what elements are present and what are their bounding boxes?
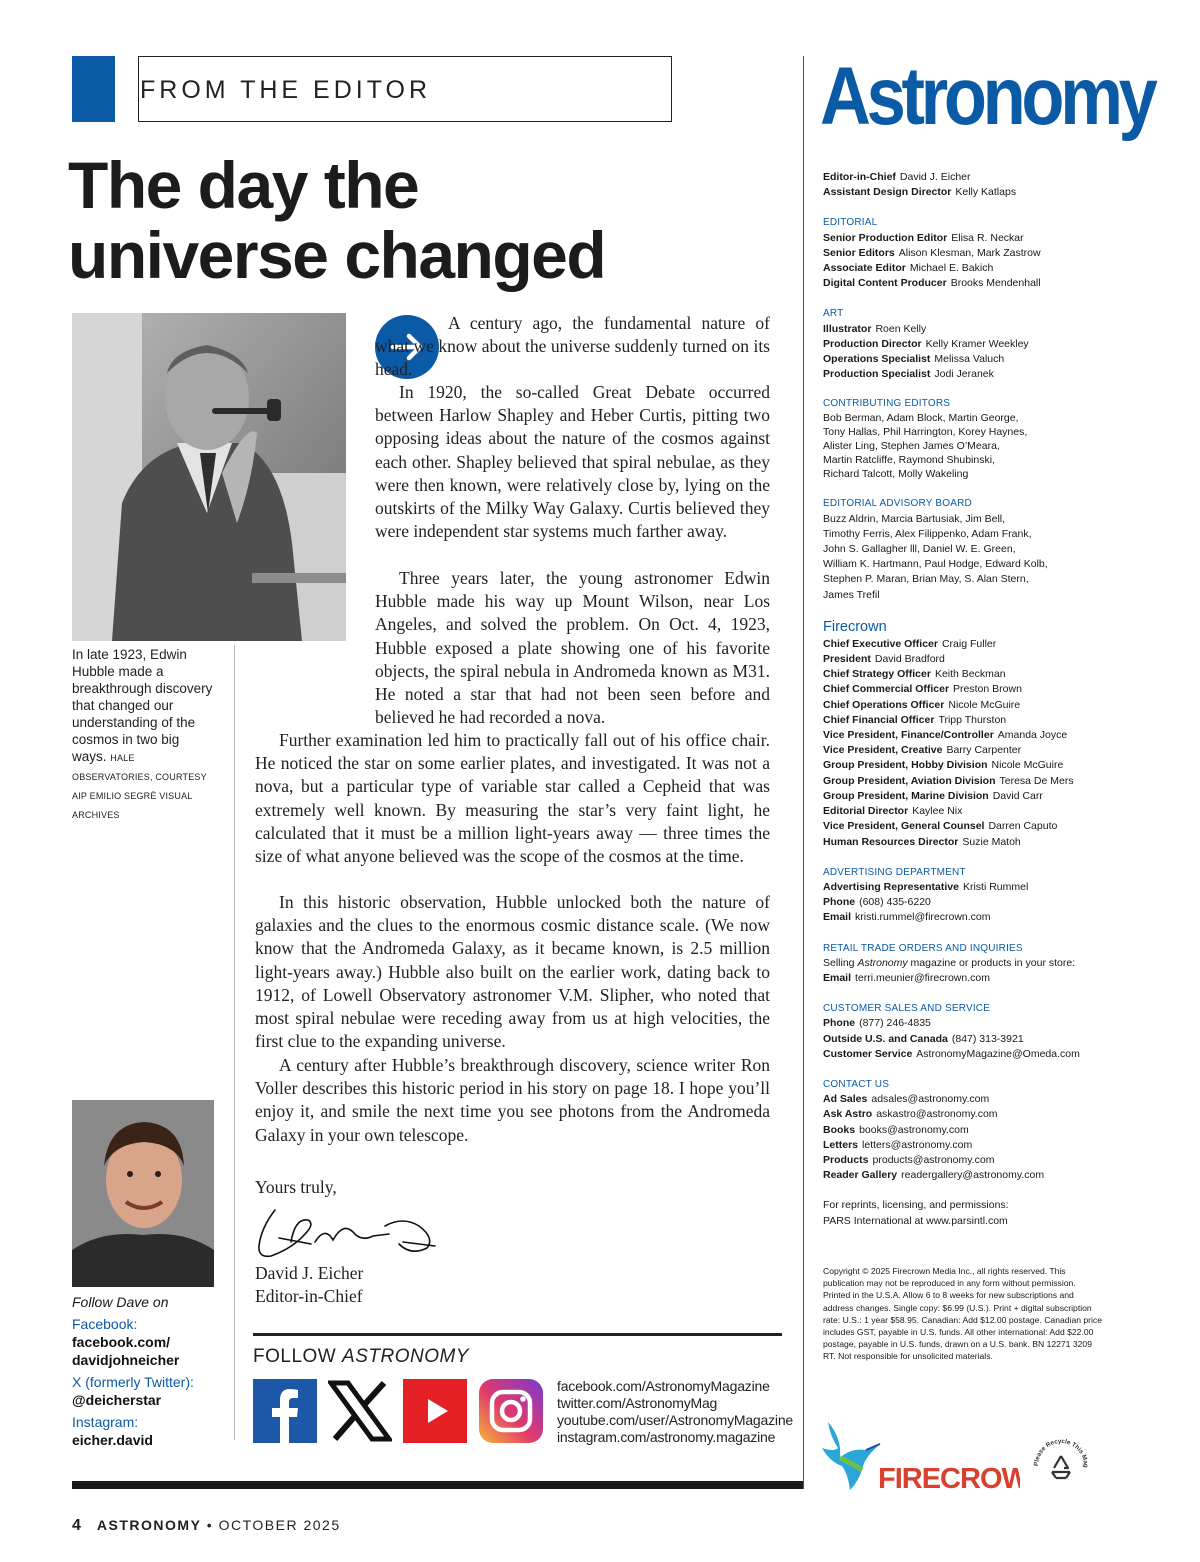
masthead-name[interactable]: askastro@astronomy.com xyxy=(876,1108,998,1121)
masthead-entry xyxy=(823,322,1113,337)
recycle-icon xyxy=(1030,1432,1092,1494)
masthead-role: Vice President, Creative xyxy=(823,744,943,757)
masthead-role: Outside U.S. and Canada xyxy=(823,1032,948,1045)
masthead-role: Illustrator xyxy=(823,322,872,335)
masthead-reprints xyxy=(823,1198,1113,1228)
hummingbird-icon xyxy=(820,1418,1020,1496)
masthead-contributing xyxy=(823,397,1113,481)
masthead-entry xyxy=(823,910,1113,925)
masthead-entry xyxy=(823,698,1113,713)
firecrown-wordmark: FIRECROW xyxy=(878,1463,1020,1495)
headline-line-2: universe changed xyxy=(68,218,606,292)
masthead xyxy=(823,170,1113,1244)
masthead-role: Vice President, General Counsel xyxy=(823,820,985,833)
masthead-entry xyxy=(823,231,1113,246)
masthead-name[interactable]: letters@astronomy.com xyxy=(862,1138,973,1151)
masthead-entry xyxy=(823,774,1113,789)
masthead-name[interactable]: AstronomyMagazine@Omeda.com xyxy=(916,1047,1080,1060)
masthead-role: Digital Content Producer xyxy=(823,277,947,290)
masthead-advertising xyxy=(823,865,1113,926)
masthead-name-line: Timothy Ferris, Alex Filippenko, Adam Frank, xyxy=(823,527,1032,540)
masthead-entry xyxy=(823,804,1113,819)
masthead-name-line: Tony Hallas, Phil Harrington, Korey Haynes, xyxy=(823,426,1028,439)
signature-image xyxy=(253,1198,448,1264)
masthead-entry xyxy=(823,337,1113,352)
article-paragraph-5: In this historic observation, Hubble unlocked both the nature of galaxies and the clues to the enormous cosmic distance scale. (We now know that the Andromeda Galaxy, as it became known, is 2.5 million light-years away.) Hubble also built on the earlier work, dating back to 1912, of Lowell Observatory astronomer V.M. Slipher, who noted that most spiral nebulae were receding away from us at high velocities, the first clue to the expanding universe. xyxy=(255,892,770,1052)
masthead-entry xyxy=(823,276,1113,291)
masthead-role: President xyxy=(823,653,871,666)
follow-title-prefix: FOLLOW xyxy=(253,1346,343,1367)
editor-title: Editor-in-Chief xyxy=(255,1286,363,1306)
masthead-customer xyxy=(823,1001,1113,1062)
article-paragraph-3 xyxy=(255,567,770,729)
astronomy-logo: Astronomy xyxy=(820,51,1154,142)
masthead-name[interactable]: books@astronomy.com xyxy=(859,1123,969,1136)
masthead-role: Chief Commercial Officer xyxy=(823,683,950,696)
customer-heading: CUSTOMER SALES AND SERVICE xyxy=(823,1003,991,1015)
twitter-link[interactable]: twitter.com/AstronomyMag xyxy=(557,1395,718,1411)
follow-astronomy-title xyxy=(253,1346,469,1368)
masthead-role: Chief Financial Officer xyxy=(823,713,935,726)
masthead-name: Roen Kelly xyxy=(875,322,927,335)
customer-list xyxy=(823,1016,1113,1062)
contact-list xyxy=(823,1092,1113,1183)
masthead-name: Michael E. Bakich xyxy=(909,262,994,275)
lead-paragraph: A century ago, the fundamental nature of what we know about the universe suddenly turned on its head. xyxy=(375,313,770,380)
retail-intro-post: magazine or products in your store: xyxy=(907,956,1076,969)
masthead-entry xyxy=(823,637,1113,652)
masthead-role: Email xyxy=(823,911,852,924)
masthead-role: Vice President, Finance/Controller xyxy=(823,729,994,742)
masthead-role: Letters xyxy=(823,1138,859,1151)
masthead-entry xyxy=(823,667,1113,682)
masthead-name: Amanda Joyce xyxy=(997,729,1068,742)
masthead-name-line: Bob Berman, Adam Block, Martin George, xyxy=(823,412,1019,425)
advisory-names xyxy=(823,512,1113,603)
contact-heading: CONTACT US xyxy=(823,1078,890,1090)
masthead-role: Group President, Aviation Division xyxy=(823,774,996,787)
masthead-entry xyxy=(823,880,1113,895)
masthead-role: Assistant Design Director xyxy=(823,186,952,199)
caption-text: In late 1923, Edwin Hubble made a breakthrough discovery that changed our understanding of the cosmos in two big ways. xyxy=(72,647,213,764)
article-paragraph-6: A century after Hubble’s breakthrough discovery, science writer Ron Voller describes this historic period in his story on page 18. I hope you’ll enjoy it, and smile the next time you see photons from the Andromeda Galaxy in your own telescope. xyxy=(255,1055,770,1145)
follow-dave-block xyxy=(72,1293,222,1449)
editor-name: David J. Eicher xyxy=(255,1263,364,1283)
page-number: 4 xyxy=(72,1517,81,1534)
folio-separator: • xyxy=(201,1517,219,1533)
masthead-entry xyxy=(823,1016,1113,1031)
masthead-role: Reader Gallery xyxy=(823,1169,898,1182)
masthead-name: Kelly Kramer Weekley xyxy=(925,337,1029,350)
masthead-entry xyxy=(823,682,1113,697)
follow-rule xyxy=(253,1333,782,1336)
masthead-name: Kelly Katlaps xyxy=(955,186,1017,199)
reprints-line-2: PARS International at www.parsintl.com xyxy=(823,1214,1008,1227)
retail-intro-brand: Astronomy xyxy=(857,956,908,969)
masthead-name: David Carr xyxy=(992,789,1043,802)
masthead-entry xyxy=(823,1123,1113,1138)
firecrown-heading: Firecrown xyxy=(823,618,887,635)
masthead-name[interactable]: terri.meunier@firecrown.com xyxy=(855,971,990,984)
author-portrait-illustration xyxy=(72,1100,214,1287)
masthead-name: (877) 246-4835 xyxy=(859,1017,931,1030)
retail-intro-pre: Selling xyxy=(823,956,858,969)
masthead-name: (847) 313-3921 xyxy=(951,1032,1024,1045)
masthead-top xyxy=(823,170,1113,200)
masthead-name[interactable]: products@astronomy.com xyxy=(872,1153,995,1166)
masthead-role: Production Director xyxy=(823,337,922,350)
masthead-role: Operations Specialist xyxy=(823,353,931,366)
masthead-entry xyxy=(823,713,1113,728)
bottom-rule xyxy=(72,1481,803,1489)
masthead-role: Advertising Representative xyxy=(823,880,959,893)
masthead-entry xyxy=(823,743,1113,758)
facebook-handle-line-1[interactable]: facebook.com/ xyxy=(72,1334,171,1350)
masthead-name: Nicole McGuire xyxy=(948,698,1021,711)
masthead-name: Craig Fuller xyxy=(941,637,997,650)
masthead-role: Phone xyxy=(823,1017,856,1030)
masthead-entry xyxy=(823,1153,1113,1168)
masthead-role: Customer Service xyxy=(823,1047,913,1060)
follow-title-brand: ASTRONOMY xyxy=(342,1346,469,1367)
x-handle[interactable]: @deicherstar xyxy=(72,1392,162,1408)
retail-intro xyxy=(823,956,1113,971)
youtube-icon[interactable] xyxy=(403,1379,467,1443)
masthead-editorial xyxy=(823,215,1113,291)
follow-dave-intro: Follow Dave on xyxy=(72,1294,169,1310)
masthead-rule xyxy=(803,56,804,1489)
masthead-entry xyxy=(823,971,1113,986)
advisory-heading: EDITORIAL ADVISORY BOARD xyxy=(823,498,972,510)
masthead-name: David Bradford xyxy=(874,653,945,666)
masthead-name: Tripp Thurston xyxy=(938,713,1007,726)
masthead-role: Chief Executive Officer xyxy=(823,637,938,650)
recycle-text: Please Recycle This Mag xyxy=(1032,1437,1090,1468)
masthead-role: Editorial Director xyxy=(823,805,909,818)
masthead-entry xyxy=(823,789,1113,804)
author-portrait-photo xyxy=(72,1100,214,1287)
article-paragraph-4: Further examination led him to practically fall out of his office chair. He noticed the star on some earlier plates, and investigated. It was not a nova, but a particular type of variable star called a Cepheid that was extremely well known. By measuring the star’s very faint light, he calculated that it must be a million light-years away — three times the size of what anyone believed was the scope of the cosmos at the time. xyxy=(255,730,770,867)
masthead-entry xyxy=(823,1047,1113,1062)
masthead-name-line: Martin Ratcliffe, Raymond Shubinski, xyxy=(823,454,995,467)
contributing-heading: CONTRIBUTING EDITORS xyxy=(823,398,951,410)
masthead-name: Suzie Matoh xyxy=(962,835,1021,848)
masthead-name: Teresa De Mers xyxy=(999,774,1074,787)
masthead-role: Senior Editors xyxy=(823,246,895,259)
masthead-name: Elisa R. Neckar xyxy=(951,231,1024,244)
social-links xyxy=(557,1378,793,1446)
folio xyxy=(72,1517,341,1535)
masthead-role: Group President, Hobby Division xyxy=(823,759,988,772)
art-heading: ART xyxy=(823,308,844,320)
firecrown-list xyxy=(823,637,1113,850)
x-label: X (formerly Twitter): xyxy=(72,1374,194,1390)
svg-text:Please Recycle This Magazine xyxy=(1030,1432,1089,1468)
reprints-line-1: For reprints, licensing, and permissions: xyxy=(823,1199,1009,1212)
masthead-role: Ad Sales xyxy=(823,1093,868,1106)
article-paragraph-3-text: Three years later, the young astronomer Edwin Hubble made his way up Mount Wilson, near Los Angeles, and solved the problem. On Oct. 4, 1923, Hubble exposed a plate showing one of his favorite objects, the spiral nebula in Andromeda known as M31. He noted a star that had not been seen before and believed he had recorded a nova. xyxy=(375,568,770,728)
masthead-name: Jodi Jeranek xyxy=(934,368,994,381)
masthead-role: Products xyxy=(823,1153,869,1166)
column-rule xyxy=(234,645,235,1440)
facebook-handle-line-2[interactable]: davidjohneicher xyxy=(72,1352,180,1368)
facebook-label: Facebook: xyxy=(72,1316,138,1332)
masthead-entry xyxy=(823,246,1113,261)
masthead-name-line: John S. Gallagher lll, Daniel W. E. Green, xyxy=(823,543,1016,556)
masthead-name[interactable]: adsales@astronomy.com xyxy=(871,1093,990,1106)
masthead-role: Ask Astro xyxy=(823,1108,873,1121)
advertising-heading: ADVERTISING DEPARTMENT xyxy=(823,866,966,878)
youtube-link[interactable]: youtube.com/user/AstronomyMagazine xyxy=(557,1412,793,1428)
masthead-name-line: Stephen P. Maran, Brian May, S. Alan Stern, xyxy=(823,573,1029,586)
masthead-name: Brooks Mendenhall xyxy=(950,277,1041,290)
masthead-role: Books xyxy=(823,1123,856,1136)
article-paragraph-2: In 1920, the so-called Great Debate occurred between Harlow Shapley and Heber Curtis, pitting two opposing ideas about the nature of the cosmos against each other. Shapley believed that spiral nebulae, as they were then known, were relatively close by, lying on the outskirts of the Milky Way Galaxy. Curtis believed they were independent star systems much farther away. xyxy=(375,382,770,542)
masthead-entry xyxy=(823,185,1113,200)
headline-line-1: The day the xyxy=(68,148,419,222)
masthead-entry xyxy=(823,170,1113,185)
masthead-art xyxy=(823,306,1113,382)
masthead-firecrown xyxy=(823,618,1113,850)
masthead-entry xyxy=(823,652,1113,667)
masthead-entry xyxy=(823,367,1113,382)
masthead-name[interactable]: readergallery@astronomy.com xyxy=(901,1169,1045,1182)
masthead-entry xyxy=(823,835,1113,850)
folio-magazine: ASTRONOMY xyxy=(96,1517,202,1533)
instagram-handle[interactable]: eicher.david xyxy=(72,1432,153,1448)
masthead-entry xyxy=(823,1138,1113,1153)
masthead-name: Alison Klesman, Mark Zastrow xyxy=(898,246,1041,259)
masthead-entry xyxy=(823,819,1113,834)
masthead-role: Senior Production Editor xyxy=(823,231,948,244)
masthead-role: Human Resources Director xyxy=(823,835,959,848)
masthead-entry xyxy=(823,895,1113,910)
masthead-advisory xyxy=(823,496,1113,602)
masthead-name: Kristi Rummel xyxy=(962,880,1029,893)
masthead-entry xyxy=(823,1032,1113,1047)
masthead-role: Chief Strategy Officer xyxy=(823,668,931,681)
masthead-name-line: Buzz Aldrin, Marcia Bartusiak, Jim Bell, xyxy=(823,512,1006,525)
masthead-name: Keith Beckman xyxy=(934,668,1006,681)
instagram-icon[interactable] xyxy=(479,1379,543,1443)
instagram-link[interactable]: instagram.com/astronomy.magazine xyxy=(557,1429,776,1445)
masthead-name-line: William K. Hartmann, Paul Hodge, Edward Kolb, xyxy=(823,558,1048,571)
masthead-name-line: James Trefil xyxy=(823,588,880,601)
retail-list xyxy=(823,971,1113,986)
masthead-name: Preston Brown xyxy=(953,683,1022,696)
firecrown-logo xyxy=(820,1418,1020,1496)
masthead-name: Darren Caputo xyxy=(988,820,1058,833)
masthead-role: Group President, Marine Division xyxy=(823,789,989,802)
masthead-role: Associate Editor xyxy=(823,262,906,275)
advertising-list xyxy=(823,880,1113,926)
folio-issue: OCTOBER 2025 xyxy=(218,1517,341,1533)
instagram-label: Instagram: xyxy=(72,1414,139,1430)
x-icon[interactable] xyxy=(328,1379,392,1443)
masthead-entry xyxy=(823,1107,1113,1122)
masthead-contact xyxy=(823,1077,1113,1183)
masthead-name: Barry Carpenter xyxy=(946,744,1022,757)
facebook-link[interactable]: facebook.com/AstronomyMagazine xyxy=(557,1378,770,1394)
masthead-retail xyxy=(823,941,1113,987)
masthead-role: Email xyxy=(823,971,852,984)
masthead-name[interactable]: kristi.rummel@firecrown.com xyxy=(855,911,991,924)
masthead-entry xyxy=(823,728,1113,743)
masthead-name: (608) 435-6220 xyxy=(859,896,931,909)
signoff-closing: Yours truly, xyxy=(255,1177,337,1197)
photo-credit: HALE OBSERVATORIES, COURTESY AIP EMILIO SEGRÈ VISUAL ARCHIVES xyxy=(72,753,207,820)
masthead-entry xyxy=(823,261,1113,276)
masthead-role: Phone xyxy=(823,896,856,909)
masthead-name: Melissa Valuch xyxy=(934,353,1005,366)
masthead-entry xyxy=(823,758,1113,773)
photo-caption xyxy=(72,646,217,824)
kicker-accent-bar xyxy=(72,56,115,122)
masthead-role: Production Specialist xyxy=(823,368,931,381)
headline xyxy=(68,150,688,290)
masthead-role: Chief Operations Officer xyxy=(823,698,945,711)
editorial-heading: EDITORIAL xyxy=(823,217,878,229)
signoff-block xyxy=(255,1262,363,1308)
art-list xyxy=(823,322,1113,383)
masthead-entry xyxy=(823,352,1113,367)
copyright-notice: Copyright © 2025 Firecrown Media Inc., all rights reserved. This publication may not be reproduced in any form without permission. Printed in the U.S.A. Allow 6 to 8 weeks for new subscriptions and address changes. Single copy: $6.99 (U.S.). Print + digital subscription rate: U.S.: 1 year $58.95. Canadian: Add $12.00 postage. Canadian price includes GST, payable in U.S. funds. All other international: Add $22.00 postage, payable in U.S. funds, drawn on a U.S. bank. BN 12271 3209 RT. Not responsible for unsolicited materials. xyxy=(823,1266,1103,1362)
editorial-list xyxy=(823,231,1113,292)
masthead-name-line: Richard Talcott, Molly Wakeling xyxy=(823,468,969,481)
facebook-icon[interactable] xyxy=(253,1379,317,1443)
masthead-entry xyxy=(823,1168,1113,1183)
contributing-names xyxy=(823,411,1113,481)
masthead-name: Kaylee Nix xyxy=(912,805,963,818)
masthead-role: Editor-in-Chief xyxy=(823,171,896,183)
masthead-name: Nicole McGuire xyxy=(991,759,1064,772)
masthead-name-line: Alister Ling, Stephen James O’Meara, xyxy=(823,440,1000,453)
section-kicker: FROM THE EDITOR xyxy=(140,76,432,104)
masthead-entry xyxy=(823,1092,1113,1107)
retail-heading: RETAIL TRADE ORDERS AND INQUIRIES xyxy=(823,942,1023,954)
masthead-name: David J. Eicher xyxy=(899,171,971,183)
